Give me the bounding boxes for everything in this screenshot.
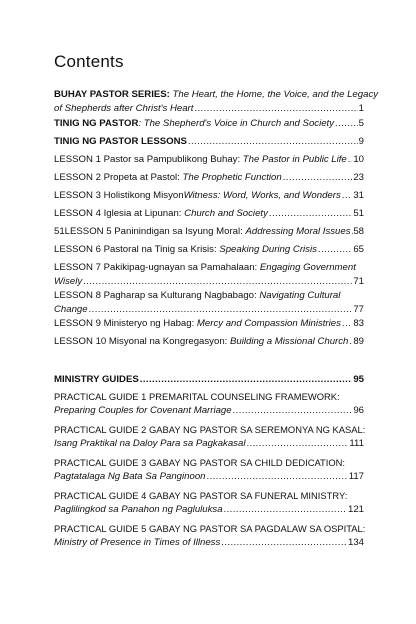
page-number: 65 [353,244,364,255]
leader-dots [335,117,358,131]
page-number: 89 [353,336,364,347]
toc-entry-lesson[interactable] [54,317,364,331]
leader-dots [194,102,357,116]
lesson-subtitle: Church and Society [184,208,268,219]
guide-subtitle: Pagtatalaga Ng Bata Sa Panginoon [54,471,206,482]
toc-entry-lesson[interactable] [54,261,364,289]
leader-dots [188,135,358,149]
toc-entry-lesson[interactable] [54,289,364,317]
toc-entry-lesson[interactable] [54,189,364,203]
tinig-title: TINIG NG PASTOR [54,118,139,129]
toc-entry-guide[interactable] [54,456,364,484]
lesson-subtitle-cont: Wisely [54,276,83,287]
lesson-title: LESSON 9 Ministeryo ng Habag: [54,318,197,329]
guide-subtitle: Preparing Couples for Covenant Marriage [54,405,232,416]
page-number: 10 [353,154,364,165]
page-number: 23 [353,172,364,183]
leader-dots [221,536,347,550]
page-number: 5 [358,118,364,129]
lesson-subtitle: Speaking During Crisis [219,244,317,255]
page-number: 134 [347,537,364,548]
leader-dots [224,503,347,517]
lesson-title: 51LESSON 5 Paninindigan sa Isyung Moral: [54,226,246,237]
leader-dots [342,189,353,203]
leader-dots [233,404,353,418]
toc-entry-lesson[interactable] [54,153,364,167]
lesson-title: LESSON 4 Iglesia at Lipunan: [54,208,185,219]
toc-section-lessons[interactable] [54,135,364,149]
toc-entry-guide[interactable] [54,423,364,451]
toc-entry-lesson[interactable] [54,225,364,239]
page-number: 1 [358,103,364,114]
toc-entry-guide[interactable] [54,390,364,418]
lesson-title: LESSON 6 Pastoral na Tinig sa Krisis: [54,244,220,255]
leader-dots [140,373,353,387]
series-subtitle-2: of Shepherds after Christ's Heart [54,103,194,114]
toc-entry-lesson[interactable] [54,207,364,221]
toc-entry-series[interactable] [54,88,379,116]
toc-entry-guide[interactable] [54,489,364,517]
lesson-subtitle: Mercy and Compassion Ministries [196,318,341,329]
lesson-title: LESSON 7 Pakikipag-ugnayan sa Pamahalaan: [54,262,260,273]
page-number: 51 [353,208,364,219]
series-title: BUHAY PASTOR SERIES: [54,89,170,100]
lesson-subtitle: Engaging Government [259,262,356,273]
lesson-title: LESSON 1 Pastor sa Pampublikong Buhay: [54,154,243,165]
leader-dots [349,335,352,349]
guide-title: PRACTICAL GUIDE 4 GABAY NG PASTOR SA FUNERAL MINISTRY: [54,490,348,501]
guides-header-label: MINISTRY GUIDES [54,374,139,385]
lesson-subtitle: Addressing Moral Issues [245,226,351,237]
guide-subtitle: Paglilingkod sa Panahon ng Pagluluksa [54,504,223,515]
lesson-subtitle: Witness: Word, Works, and Wonders [183,190,341,201]
leader-dots [342,317,352,331]
page-number: 77 [353,304,364,315]
leader-dots [246,437,348,451]
guide-subtitle: Isang Praktikal na Daloy Para sa Pagkakasal [54,438,246,449]
leader-dots [207,470,348,484]
page-number: 9 [358,136,364,147]
leader-dots [269,207,352,221]
toc-entry-lesson[interactable] [54,335,364,349]
lessons-header-label: TINIG NG PASTOR LESSONS [54,136,187,147]
page-number: 95 [353,374,364,385]
page-number: 111 [349,438,364,449]
page-number: 121 [347,504,364,515]
leader-dots [352,225,353,239]
leader-dots [318,243,352,257]
lesson-subtitle: Navigating Cultural [259,290,341,301]
guide-title: PRACTICAL GUIDE 5 GABAY NG PASTOR SA PAGDALAW SA OSPITAL: [54,523,366,534]
contents-heading: Contents [54,52,124,71]
lesson-subtitle: Building a Missional Church [230,336,349,347]
leader-dots [283,171,353,185]
page-number: 83 [353,318,364,329]
page-number: 96 [353,405,364,416]
guide-subtitle: Ministry of Presence in Times of Illness [54,537,221,548]
toc-entry-lesson[interactable] [54,243,364,257]
guide-title: PRACTICAL GUIDE 2 GABAY NG PASTOR SA SEREMONYA NG KASAL: [54,424,366,435]
toc-entry-lesson[interactable] [54,171,364,185]
lesson-title: LESSON 2 Propeta at Pastol: [54,172,183,183]
guide-title: PRACTICAL GUIDE 1 PREMARITAL COUNSELING FRAMEWORK: [54,391,340,402]
page-number: 31 [353,190,364,201]
lesson-title: LESSON 10 Misyonal na Kongregasyon: [54,336,230,347]
tinig-subtitle: : The Shepherd's Voice in Church and Society [138,118,335,129]
toc-entry-tinig[interactable] [54,117,364,131]
lesson-subtitle: The Prophetic Function [182,172,282,183]
leader-dots [89,303,353,317]
series-subtitle-1: The Heart, the Home, the Voice, and the Legacy [169,89,379,100]
lesson-title: LESSON 3 Holistikong Misyon [54,190,184,201]
page-number: 58 [353,226,364,237]
guide-title: PRACTICAL GUIDE 3 GABAY NG PASTOR SA CHILD DEDICATION: [54,457,346,468]
page-number: 71 [353,276,364,287]
lesson-title: LESSON 8 Pagharap sa Kulturang Nagbabago: [54,290,260,301]
toc-section-guides[interactable] [54,373,364,387]
leader-dots [348,153,353,167]
toc-entry-guide[interactable] [54,522,364,550]
lesson-subtitle-cont: Change [54,304,88,315]
leader-dots [83,275,352,289]
lesson-subtitle: The Pastor in Public Life [242,154,347,165]
page-number: 117 [348,471,364,482]
